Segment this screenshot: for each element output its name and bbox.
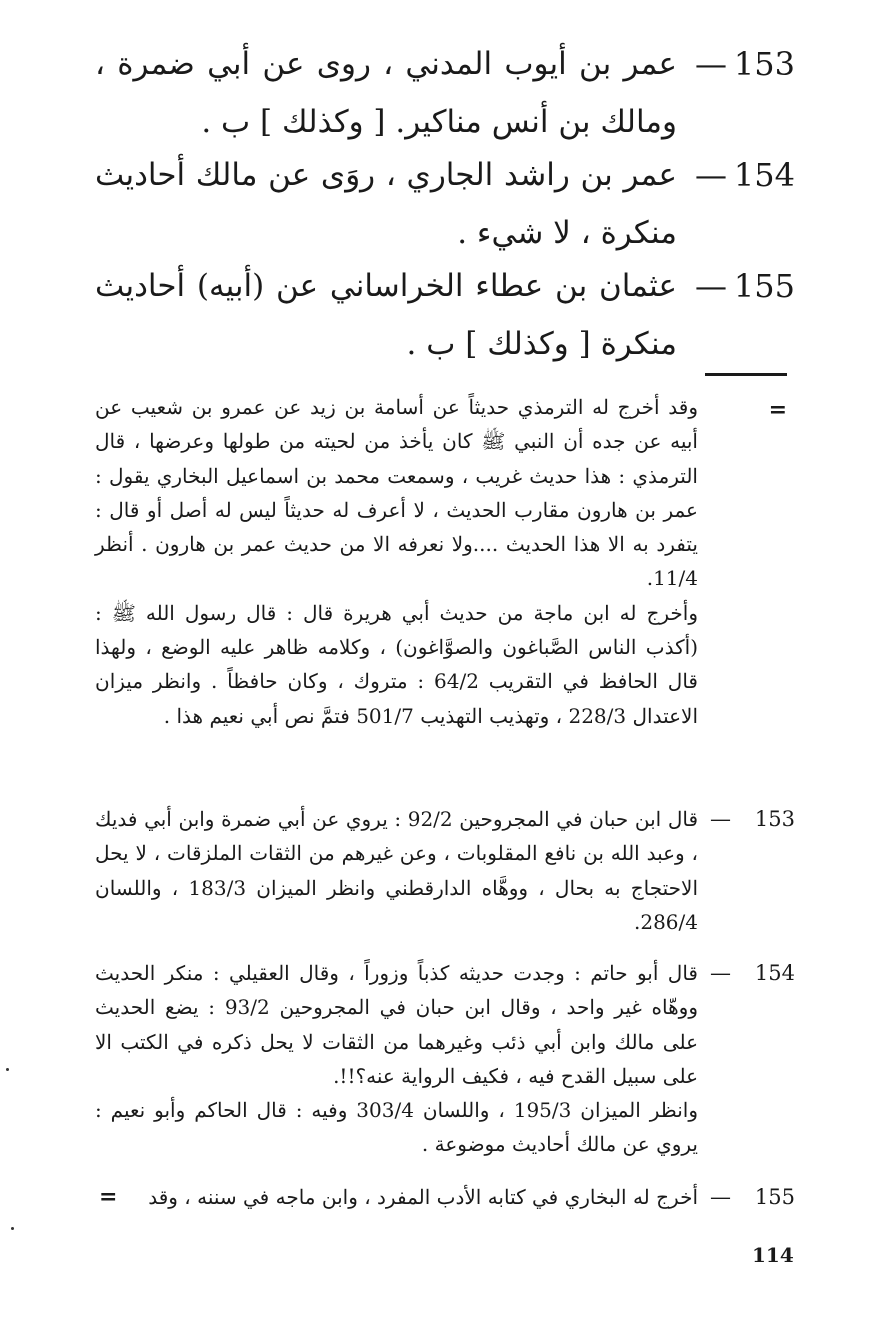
entry-155 <box>95 257 795 373</box>
page-number: 114 <box>752 1243 794 1267</box>
footnote-continuation <box>95 390 795 820</box>
footnote-number: 153 <box>754 807 795 831</box>
footnote-number: 155 <box>754 1185 795 1209</box>
entry-dash: — <box>695 45 727 83</box>
continuation-marker: = <box>99 1184 118 1210</box>
entry-154 <box>95 146 795 262</box>
footnote-text <box>95 390 698 733</box>
footnote-dash: — <box>710 961 731 985</box>
entry-dash: — <box>695 267 727 305</box>
footnote-155 <box>95 1180 795 1218</box>
footnote-separator <box>705 373 787 376</box>
entry-text: عمر بن أيوب المدني ، روى عن أبي ضمرة ، ومالك بن أنس مناكير. [ وكذلك ] ب . <box>95 46 677 140</box>
entry-text: عمر بن راشد الجاري ، روَى عن مالك أحاديث منكرة ، لا شيء . <box>95 157 677 251</box>
footnote-paragraph: أخرج له البخاري في كتابه الأدب المفرد ، وابن ماجه في سننه ، وقد <box>148 1185 698 1209</box>
footnote-text <box>95 956 698 1162</box>
footnote-dash: — <box>710 807 731 831</box>
scan-speck <box>6 1068 9 1071</box>
footnote-text <box>95 802 698 939</box>
footnote-paragraph: وانظر الميزان 195/3 ، واللسان 303/4 وفيه : قال الحاكم وأبو نعيم : يروي عن مالك أحاديث موضوعة . <box>95 1098 698 1157</box>
footnote-154 <box>95 956 795 1181</box>
entry-number: 154 <box>733 156 795 194</box>
continuation-marker: = <box>768 397 787 423</box>
entry-number: 153 <box>733 45 795 83</box>
footnote-dash: — <box>710 1185 731 1209</box>
entry-text: عثمان بن عطاء الخراساني عن (أبيه) أحاديث منكرة [ وكذلك ] ب . <box>95 268 677 362</box>
entry-153 <box>95 35 795 151</box>
footnote-153 <box>95 802 795 952</box>
footnote-paragraph: قال أبو حاتم : وجدت حديثه كذباً وزوراً ، وقال العقيلي : منكر الحديث ووهّاه غير واحد ، وقال ابن حبان في المجروحين 93/2 : يضع الحديث على مالك وابن أبي ذئب وغيرهما من الثقات لا يحل ذكره في الكتب الا على سبيل القدح فيه ، فكيف الرواية عنه؟!!. <box>95 961 698 1088</box>
scan-speck <box>11 1227 14 1230</box>
footnote-number: 154 <box>754 961 795 985</box>
footnote-paragraph: وأخرج له ابن ماجة من حديث أبي هريرة قال : قال رسول الله ﷺ : (أكذب الناس الصَّباغون والصوَّاغون) ، وكلامه ظاهر عليه الوضع ، ولهذا قال الحافظ في التقريب 64/2 : متروك ، وكان حافظاً . وانظر ميزان الاعتدال 228/3 ، وتهذيب التهذيب 501/7 فتمَّ نص أبي نعيم هذا . <box>95 600 698 728</box>
entry-number: 155 <box>733 267 795 305</box>
footnote-paragraph: قال ابن حبان في المجروحين 92/2 : يروي عن أبي ضمرة وابن أبي فديك ، وعبد الله بن نافع المقلوبات ، وعن غيرهم من الثقات الملزقات ، لا يحل الاحتجاج به بحال ، ووهَّاه الدارقطني وانظر الميزان 183/3 ، واللسان 286/4. <box>95 807 699 934</box>
footnote-paragraph: وقد أخرج له الترمذي حديثاً عن أسامة بن زيد عن عمرو بن شعيب عن أبيه عن جده أن النبي ﷺ كان يأخذ من لحيته من طولها وعرضها ، قال الترمذي : هذا حديث غريب ، وسمعت محمد بن اسماعيل البخاري يقول : عمر بن هارون مقارب الحديث ، لا أعرف له حديثاً ليس له أصل أو قال : يتفرد به الا هذا الحديث ....ولا نعرفه الا من حديث عمر بن هارون . أنظر 11/4. <box>95 395 698 591</box>
footnote-text <box>117 1180 698 1214</box>
entry-dash: — <box>695 156 727 194</box>
